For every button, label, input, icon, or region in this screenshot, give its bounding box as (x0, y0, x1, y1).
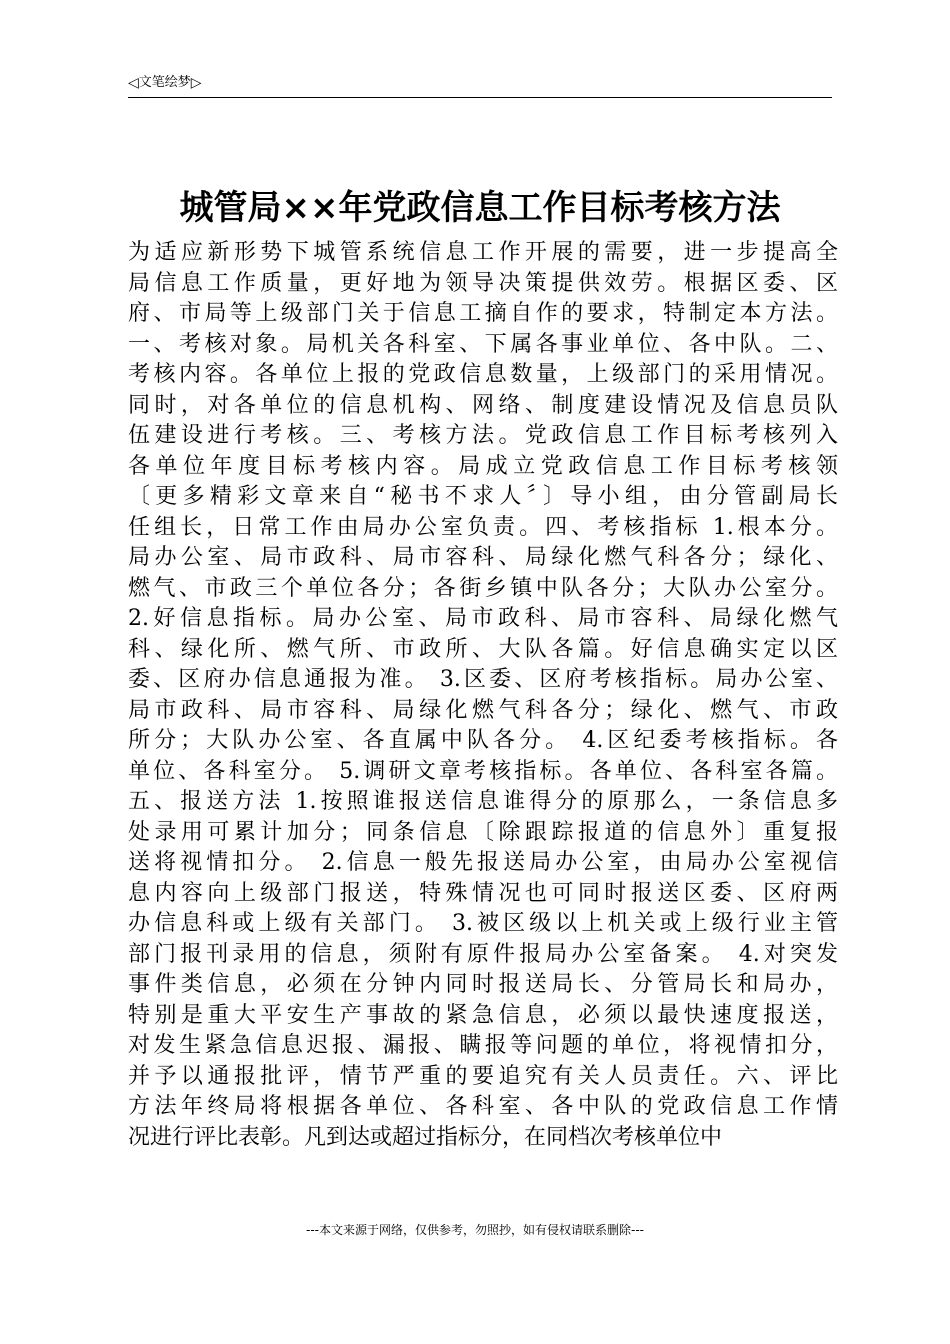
triangle-right-icon: ▷ (190, 75, 202, 91)
body-line: 科、绿化所、燃气所、市政所、大队各篇。好信息确实定以区 (128, 636, 838, 662)
body-line: 一、考核对象。局机关各科室、下属各事业单位、各中队。二、 (128, 331, 838, 357)
body-line: 局市政科、局市容科、局绿化燃气科各分；绿化、燃气、市政 (128, 697, 838, 723)
body-line: 2.好信息指标。局办公室、局市政科、局市容科、局绿化燃气 (128, 606, 838, 631)
document-title: 城管局××年党政信息工作目标考核方法 (179, 188, 781, 228)
page-header (128, 74, 202, 92)
body-line: 处录用可累计加分；同条信息〔除跟踪报道的信息外〕重复报 (128, 819, 838, 845)
body-line: 委、区府办信息通报为准。 3.区委、区府考核指标。局办公室、 (128, 667, 838, 692)
body-line: 同时，对各单位的信息机构、网络、制度建设情况及信息员队 (128, 392, 838, 418)
body-line: 办信息科或上级有关部门。 3.被区级以上机关或上级行业主管 (128, 911, 838, 936)
body-line: 各单位年度目标考核内容。局成立党政信息工作目标考核领 (128, 453, 838, 479)
body-line: 〔更多精彩文章来自“秘书不求人〞〕导小组，由分管副局长 (128, 484, 838, 509)
header-brand: 文笔绘梦 (138, 75, 191, 90)
body-line: 对发生紧急信息迟报、漏报、瞒报等问题的单位，将视情扣分， (128, 1033, 838, 1058)
body-line: 单位、各科室分。 5.调研文章考核指标。各单位、各科室各篇。 (128, 758, 838, 784)
body-line: 为适应新形势下城管系统信息工作开展的需要，进一步提高全 (128, 240, 838, 265)
body-line: 息内容向上级部门报送，特殊情况也可同时报送区委、区府两 (128, 880, 838, 906)
body-line: 送将视情扣分。 2.信息一般先报送局办公室，由局办公室视信 (128, 850, 838, 875)
body-line: 考核内容。各单位上报的党政信息数量，上级部门的采用情况。 (128, 362, 838, 387)
body-line: 部门报刊录用的信息，须附有原件报局办公室备案。 4.对突发 (128, 941, 838, 967)
body-line: 燃气、市政三个单位各分；各街乡镇中队各分；大队办公室分。 (128, 575, 838, 601)
body-line: 府、市局等上级部门关于信息工摘自作的要求，特制定本方法。 (128, 301, 838, 326)
body-line: 特别是重大平安生产事故的紧急信息，必须以最快速度报送， (128, 1002, 838, 1028)
body-line: 事件类信息，必须在分钟内同时报送局长、分管局长和局办， (128, 972, 838, 997)
body-line: 伍建设进行考核。三、考核方法。党政信息工作目标考核列入 (128, 423, 838, 448)
document-body (128, 238, 838, 1153)
body-line: 方法年终局将根据各单位、各科室、各中队的党政信息工作情 (128, 1094, 838, 1119)
page-footer: ---本文来源于网络，仅供参考，勿照抄，如有侵权请联系删除--- (306, 1223, 644, 1237)
header-rule (128, 97, 832, 98)
body-line: 并予以通报批评，情节严重的要追究有关人员责任。六、评比 (128, 1063, 838, 1089)
body-line: 局办公室、局市政科、局市容科、局绿化燃气科各分；绿化、 (128, 545, 838, 570)
body-line: 所分；大队办公室、各直属中队各分。 4.区纪委考核指标。各 (128, 728, 838, 753)
triangle-left-icon: ◁ (128, 75, 139, 91)
body-line: 任组长，日常工作由局办公室负责。四、考核指标 1.根本分。 (128, 514, 838, 540)
body-line: 况进行评比表彰。凡到达或超过指标分，在同档次考核单位中 (128, 1124, 723, 1150)
body-line: 局信息工作质量，更好地为领导决策提供效劳。根据区委、区 (128, 270, 838, 296)
body-line: 五、报送方法 1.按照谁报送信息谁得分的原那么，一条信息多 (128, 789, 838, 814)
